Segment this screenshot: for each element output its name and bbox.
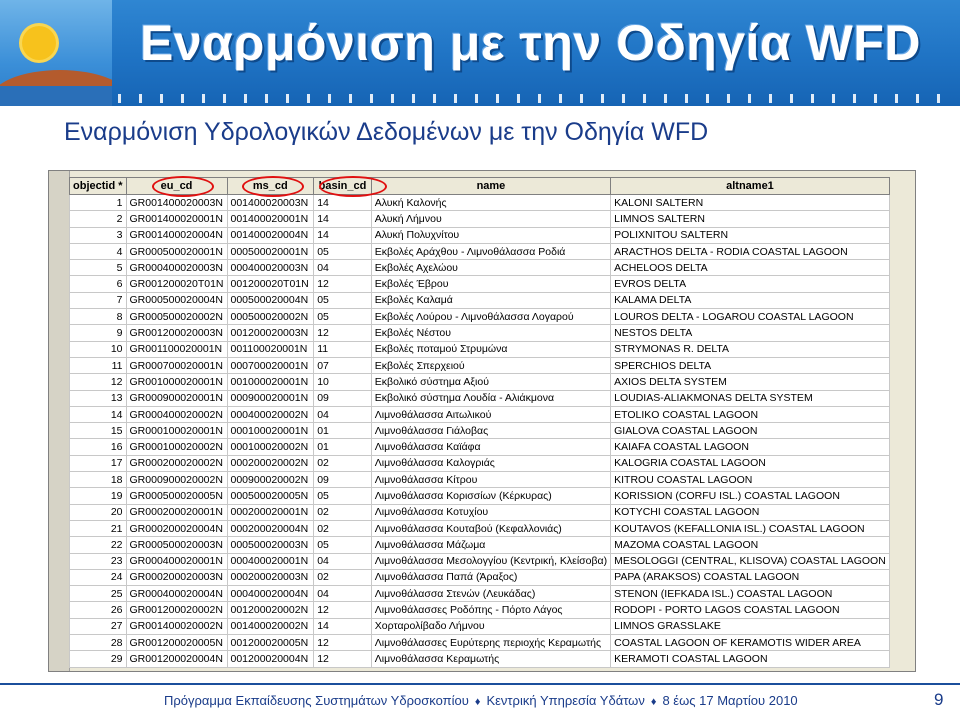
tick-mark (517, 94, 520, 103)
cell-ms-cd[interactable]: 000100020001N (227, 423, 314, 439)
footer-agency: Κεντρική Υπηρεσία Υδάτων (486, 693, 645, 708)
tick-mark (412, 94, 415, 103)
cell-eu-cd[interactable]: GR001400020001N (126, 211, 227, 227)
column-header-name[interactable]: name (371, 178, 610, 195)
cell-altname1[interactable]: KALONI SALTERN (611, 195, 890, 211)
cell-altname1[interactable]: KERAMOTI COASTAL LAGOON (611, 651, 890, 667)
table-row[interactable] (70, 195, 915, 211)
cell-basin-cd[interactable]: 12 (314, 651, 372, 667)
cell-eu-cd[interactable]: GR000200020002N (126, 455, 227, 471)
table-row[interactable] (70, 309, 915, 325)
cell-objectid[interactable]: 2 (70, 211, 127, 227)
cell-name[interactable]: Λιμνοθάλασσα Κίτρου (371, 472, 610, 488)
cell-altname1[interactable]: RODOPI - PORTO LAGOS COASTAL LAGOON (611, 602, 890, 618)
tick-mark (832, 94, 835, 103)
cell-objectid[interactable]: 20 (70, 504, 127, 520)
cell-eu-cd[interactable]: GR001400020003N (126, 195, 227, 211)
table-row[interactable] (70, 586, 915, 602)
cell-objectid[interactable]: 28 (70, 635, 127, 651)
tick-mark (874, 94, 877, 103)
table-row[interactable] (70, 488, 915, 504)
tick-mark (559, 94, 562, 103)
cell-eu-cd[interactable]: GR000500020004N (126, 292, 227, 308)
tick-mark (160, 94, 163, 103)
cell-name[interactable]: Αλυκή Λήμνου (371, 211, 610, 227)
cell-eu-cd[interactable]: GR001100020001N (126, 341, 227, 357)
cell-objectid[interactable]: 27 (70, 618, 127, 634)
cell-ms-cd[interactable]: 000700020001N (227, 357, 314, 373)
cell-eu-cd[interactable]: GR001400020002N (126, 618, 227, 634)
cell-ms-cd[interactable]: 000900020002N (227, 472, 314, 488)
cell-basin-cd[interactable]: 04 (314, 586, 372, 602)
cell-objectid[interactable]: 26 (70, 602, 127, 618)
table-row[interactable] (70, 211, 915, 227)
table-row[interactable] (70, 260, 915, 276)
cell-name[interactable]: Λιμνοθάλασσα Κορισσίων (Κέρκυρας) (371, 488, 610, 504)
cell-basin-cd[interactable]: 11 (314, 341, 372, 357)
cell-basin-cd[interactable]: 04 (314, 553, 372, 569)
tick-mark (769, 94, 772, 103)
diamond-icon: ♦ (474, 696, 481, 708)
cell-altname1[interactable]: SPERCHIOS DELTA (611, 357, 890, 373)
cell-altname1[interactable]: NESTOS DELTA (611, 325, 890, 341)
cell-name[interactable]: Εκβολές Λούρου - Λιμνοθάλασσα Λογαρού (371, 309, 610, 325)
cell-basin-cd[interactable]: 05 (314, 309, 372, 325)
tick-mark (538, 94, 541, 103)
cell-ms-cd[interactable]: 001400020003N (227, 195, 314, 211)
tick-mark (601, 94, 604, 103)
tick-mark (937, 94, 940, 103)
cell-name[interactable]: Εκβολές Σπερχειού (371, 357, 610, 373)
cell-basin-cd[interactable]: 02 (314, 455, 372, 471)
cell-altname1[interactable]: KALAMA DELTA (611, 292, 890, 308)
tick-mark (244, 94, 247, 103)
table-row[interactable] (70, 390, 915, 406)
cell-name[interactable]: Εκβολές ποταμού Στρυμώνα (371, 341, 610, 357)
table-row[interactable] (70, 455, 915, 471)
cell-altname1[interactable]: POLIXNITOU SALTERN (611, 227, 890, 243)
table-row[interactable] (70, 553, 915, 569)
cell-basin-cd[interactable]: 02 (314, 504, 372, 520)
tick-mark (895, 94, 898, 103)
cell-eu-cd[interactable]: GR001200020002N (126, 602, 227, 618)
cell-eu-cd[interactable]: GR001000020001N (126, 374, 227, 390)
cell-altname1[interactable]: ACHELOOS DELTA (611, 260, 890, 276)
tick-mark (475, 94, 478, 103)
cell-eu-cd[interactable]: GR000700020001N (126, 357, 227, 373)
column-header-objectid[interactable]: objectid * (70, 178, 127, 195)
cell-name[interactable]: Λιμνοθάλασσα Καϊάφα (371, 439, 610, 455)
title-banner (0, 0, 960, 106)
tick-mark (307, 94, 310, 103)
cell-objectid[interactable]: 7 (70, 292, 127, 308)
cell-basin-cd[interactable]: 12 (314, 602, 372, 618)
tick-mark (727, 94, 730, 103)
tick-mark (286, 94, 289, 103)
table-row[interactable] (70, 227, 915, 243)
column-header-basin-cd[interactable]: basin_cd (314, 178, 372, 195)
cell-ms-cd[interactable]: 001200020004N (227, 651, 314, 667)
cell-name[interactable]: Εκβολές Έβρου (371, 276, 610, 292)
tick-mark (349, 94, 352, 103)
table-row[interactable] (70, 520, 915, 536)
cell-eu-cd[interactable]: GR000400020002N (126, 406, 227, 422)
tick-mark (685, 94, 688, 103)
tick-mark (622, 94, 625, 103)
decorative-ticks (112, 88, 960, 106)
cell-eu-cd[interactable]: GR000200020001N (126, 504, 227, 520)
table-row[interactable] (70, 537, 915, 553)
cell-basin-cd[interactable]: 14 (314, 211, 372, 227)
cell-altname1[interactable]: KALOGRIA COASTAL LAGOON (611, 455, 890, 471)
cell-objectid[interactable]: 5 (70, 260, 127, 276)
tick-mark (790, 94, 793, 103)
cell-eu-cd[interactable]: GR000500020005N (126, 488, 227, 504)
tick-mark (580, 94, 583, 103)
cell-objectid[interactable]: 11 (70, 357, 127, 373)
cell-ms-cd[interactable]: 000200020004N (227, 520, 314, 536)
cell-eu-cd[interactable]: GR001200020005N (126, 635, 227, 651)
cell-ms-cd[interactable]: 001400020004N (227, 227, 314, 243)
cell-name[interactable]: Αλυκή Πολυχνίτου (371, 227, 610, 243)
highlight-circle-basin-cd (319, 176, 387, 197)
cell-ms-cd[interactable]: 000400020002N (227, 406, 314, 422)
table-row[interactable] (70, 357, 915, 373)
cell-altname1[interactable]: EVROS DELTA (611, 276, 890, 292)
logo-graphic (0, 0, 112, 106)
table-row[interactable] (70, 602, 915, 618)
cell-ms-cd[interactable]: 000200020001N (227, 504, 314, 520)
tick-mark (370, 94, 373, 103)
cell-basin-cd[interactable]: 01 (314, 439, 372, 455)
cell-objectid[interactable]: 16 (70, 439, 127, 455)
cell-altname1[interactable]: ETOLIKO COASTAL LAGOON (611, 406, 890, 422)
footer-dates: 8 έως 17 Μαρτίου 2010 (662, 693, 798, 708)
table-row[interactable] (70, 618, 915, 634)
cell-name[interactable]: Λιμνοθάλασσα Παπά (Άραξος) (371, 569, 610, 585)
table-row[interactable] (70, 325, 915, 341)
cell-objectid[interactable]: 9 (70, 325, 127, 341)
cell-basin-cd[interactable]: 14 (314, 227, 372, 243)
cell-eu-cd[interactable]: GR000400020003N (126, 260, 227, 276)
tick-mark (748, 94, 751, 103)
table-row[interactable] (70, 651, 915, 667)
table-row[interactable] (70, 472, 915, 488)
tick-mark (223, 94, 226, 103)
cell-eu-cd[interactable]: GR000400020001N (126, 553, 227, 569)
cell-altname1[interactable]: KORISSION (CORFU ISL.) COASTAL LAGOON (611, 488, 890, 504)
cell-name[interactable]: Λιμνοθάλασσα Στενών (Λευκάδας) (371, 586, 610, 602)
cell-ms-cd[interactable]: 000500020001N (227, 243, 314, 259)
table-row[interactable] (70, 439, 915, 455)
cell-name[interactable]: Λιμνοθάλασσα Καλογριάς (371, 455, 610, 471)
cell-ms-cd[interactable]: 001400020001N (227, 211, 314, 227)
table-row[interactable] (70, 341, 915, 357)
cell-name[interactable]: Εκβολές Αχελώου (371, 260, 610, 276)
cell-objectid[interactable]: 4 (70, 243, 127, 259)
cell-objectid[interactable]: 13 (70, 390, 127, 406)
tick-mark (391, 94, 394, 103)
cell-name[interactable]: Λιμνοθάλασσες Ευρύτερης περιοχής Κεραμωτής (371, 635, 610, 651)
cell-altname1[interactable]: KAIAFA COASTAL LAGOON (611, 439, 890, 455)
cell-name[interactable]: Εκβολικό σύστημα Λουδία - Αλιάκμονα (371, 390, 610, 406)
cell-ms-cd[interactable]: 000200020002N (227, 455, 314, 471)
cell-name[interactable]: Εκβολές Καλαμά (371, 292, 610, 308)
cell-objectid[interactable]: 15 (70, 423, 127, 439)
cell-altname1[interactable]: LOUDIAS-ALIAKMONAS DELTA SYSTEM (611, 390, 890, 406)
cell-ms-cd[interactable]: 001200020002N (227, 602, 314, 618)
cell-ms-cd[interactable]: 000400020003N (227, 260, 314, 276)
cell-ms-cd[interactable]: 001000020001N (227, 374, 314, 390)
footer-text (164, 693, 798, 708)
table-row[interactable] (70, 423, 915, 439)
cell-ms-cd[interactable]: 000500020004N (227, 292, 314, 308)
cell-basin-cd[interactable]: 02 (314, 520, 372, 536)
cell-altname1[interactable]: STRYMONAS R. DELTA (611, 341, 890, 357)
tick-mark (496, 94, 499, 103)
cell-eu-cd[interactable]: GR001400020004N (126, 227, 227, 243)
cell-altname1[interactable]: COASTAL LAGOON OF KERAMOTIS WIDER AREA (611, 635, 890, 651)
cell-eu-cd[interactable]: GR000500020003N (126, 537, 227, 553)
cell-eu-cd[interactable]: GR001200020T01N (126, 276, 227, 292)
cell-altname1[interactable]: KITROU COASTAL LAGOON (611, 472, 890, 488)
tick-mark (181, 94, 184, 103)
cell-basin-cd[interactable]: 09 (314, 472, 372, 488)
cell-objectid[interactable]: 1 (70, 195, 127, 211)
cell-altname1[interactable]: MESOLOGGI (CENTRAL, KLISOVA) COASTAL LAGOON (611, 553, 890, 569)
cell-ms-cd[interactable]: 000500020003N (227, 537, 314, 553)
cell-ms-cd[interactable]: 001200020T01N (227, 276, 314, 292)
cell-objectid[interactable]: 12 (70, 374, 127, 390)
cell-objectid[interactable]: 21 (70, 520, 127, 536)
cell-eu-cd[interactable]: GR000500020001N (126, 243, 227, 259)
cell-altname1[interactable]: LIMNOS SALTERN (611, 211, 890, 227)
cell-ms-cd[interactable]: 000500020005N (227, 488, 314, 504)
cell-altname1[interactable]: STENON (IEFKADA ISL.) COASTAL LAGOON (611, 586, 890, 602)
table-row[interactable] (70, 276, 915, 292)
cell-name[interactable]: Αλυκή Καλονής (371, 195, 610, 211)
cell-altname1[interactable]: MAZOMA COASTAL LAGOON (611, 537, 890, 553)
cell-altname1[interactable]: ARACTHOS DELTA - RODIA COASTAL LAGOON (611, 243, 890, 259)
cell-objectid[interactable]: 18 (70, 472, 127, 488)
cell-objectid[interactable]: 23 (70, 553, 127, 569)
cell-altname1[interactable]: GIALOVA COASTAL LAGOON (611, 423, 890, 439)
cell-name[interactable]: Λιμνοθάλασσα Μάζωμα (371, 537, 610, 553)
cell-basin-cd[interactable]: 01 (314, 423, 372, 439)
cell-basin-cd[interactable]: 05 (314, 488, 372, 504)
cell-ms-cd[interactable]: 001100020001N (227, 341, 314, 357)
tick-mark (454, 94, 457, 103)
table-row[interactable] (70, 635, 915, 651)
cell-basin-cd[interactable]: 04 (314, 260, 372, 276)
cell-name[interactable]: Λιμνοθάλασσες Ροδόπης - Πόρτο Λάγος (371, 602, 610, 618)
tick-mark (202, 94, 205, 103)
tick-mark (916, 94, 919, 103)
tick-mark (706, 94, 709, 103)
table-row[interactable] (70, 292, 915, 308)
cell-name[interactable]: Λιμνοθάλασσα Κεραμωτής (371, 651, 610, 667)
cell-eu-cd[interactable]: GR001200020003N (126, 325, 227, 341)
slide-title: Εναρμόνιση με την Οδηγία WFD (140, 15, 921, 71)
cell-objectid[interactable]: 10 (70, 341, 127, 357)
cell-name[interactable]: Λιμνοθάλασσα Γιάλοβας (371, 423, 610, 439)
cell-basin-cd[interactable]: 02 (314, 569, 372, 585)
cell-eu-cd[interactable]: GR000200020004N (126, 520, 227, 536)
cell-ms-cd[interactable]: 000500020002N (227, 309, 314, 325)
tick-mark (811, 94, 814, 103)
cell-objectid[interactable]: 8 (70, 309, 127, 325)
table-row[interactable] (70, 569, 915, 585)
cell-objectid[interactable]: 17 (70, 455, 127, 471)
column-header-altname1[interactable]: altname1 (611, 178, 890, 195)
footer-divider (0, 683, 960, 685)
cell-basin-cd[interactable]: 14 (314, 618, 372, 634)
cell-name[interactable]: Λιμνοθάλασσα Κοτυχίου (371, 504, 610, 520)
tick-mark (328, 94, 331, 103)
cell-ms-cd[interactable]: 000100020002N (227, 439, 314, 455)
tick-mark (664, 94, 667, 103)
cell-altname1[interactable]: PAPA (ARAKSOS) COASTAL LAGOON (611, 569, 890, 585)
column-header-ms-cd[interactable]: ms_cd (227, 178, 314, 195)
table-row[interactable] (70, 504, 915, 520)
tick-mark (139, 94, 142, 103)
sea-graphic (0, 86, 112, 106)
cell-ms-cd[interactable]: 000900020001N (227, 390, 314, 406)
cell-objectid[interactable]: 22 (70, 537, 127, 553)
highlight-circle-ms-cd (242, 176, 304, 197)
cell-eu-cd[interactable]: GR000200020003N (126, 569, 227, 585)
page-number: 9 (934, 690, 944, 709)
cell-ms-cd[interactable]: 001200020005N (227, 635, 314, 651)
cell-basin-cd[interactable]: 12 (314, 325, 372, 341)
cell-basin-cd[interactable]: 12 (314, 276, 372, 292)
table-row[interactable] (70, 243, 915, 259)
table-row[interactable] (70, 406, 915, 422)
cell-objectid[interactable]: 14 (70, 406, 127, 422)
cell-ms-cd[interactable]: 001400020002N (227, 618, 314, 634)
cell-basin-cd[interactable]: 04 (314, 406, 372, 422)
cell-altname1[interactable]: KOUTAVOS (KEFALLONIA ISL.) COASTAL LAGOON (611, 520, 890, 536)
cell-eu-cd[interactable]: GR000100020001N (126, 423, 227, 439)
sun-icon (22, 26, 56, 60)
row-selector-column (49, 171, 70, 671)
cell-objectid[interactable]: 24 (70, 569, 127, 585)
attribute-table (69, 177, 915, 668)
tick-mark (643, 94, 646, 103)
cell-basin-cd[interactable]: 05 (314, 243, 372, 259)
cell-ms-cd[interactable]: 000400020004N (227, 586, 314, 602)
cell-altname1[interactable]: LOUROS DELTA - LOGAROU COASTAL LAGOON (611, 309, 890, 325)
cell-objectid[interactable]: 3 (70, 227, 127, 243)
tick-mark (118, 94, 121, 103)
table-row[interactable] (70, 374, 915, 390)
cell-objectid[interactable]: 25 (70, 586, 127, 602)
tick-mark (433, 94, 436, 103)
cell-ms-cd[interactable]: 000200020003N (227, 569, 314, 585)
column-header-eu-cd[interactable]: eu_cd (126, 178, 227, 195)
cell-objectid[interactable]: 19 (70, 488, 127, 504)
highlight-circle-eu-cd (152, 176, 214, 197)
cell-basin-cd[interactable]: 09 (314, 390, 372, 406)
cell-name[interactable]: Λιμνοθάλασσα Μεσολογγίου (Κεντρική, Κλείσοβα) (371, 553, 610, 569)
cell-altname1[interactable]: KOTYCHI COASTAL LAGOON (611, 504, 890, 520)
cell-eu-cd[interactable]: GR000900020002N (126, 472, 227, 488)
diamond-icon: ♦ (650, 696, 657, 708)
cell-basin-cd[interactable]: 05 (314, 292, 372, 308)
tick-mark (853, 94, 856, 103)
cell-basin-cd[interactable]: 10 (314, 374, 372, 390)
cell-ms-cd[interactable]: 000400020001N (227, 553, 314, 569)
footer-program: Πρόγραμμα Εκπαίδευσης Συστημάτων Υδροσκοπίου (164, 693, 469, 708)
cell-basin-cd[interactable]: 07 (314, 357, 372, 373)
cell-name[interactable]: Λιμνοθάλασσα Κουταβού (Κεφαλλονιάς) (371, 520, 610, 536)
cell-name[interactable]: Εκβολικό σύστημα Αξιού (371, 374, 610, 390)
attribute-table-window (48, 170, 916, 672)
slide-subtitle: Εναρμόνιση Υδρολογικών Δεδομένων με την Οδηγία WFD (64, 118, 709, 146)
cell-eu-cd[interactable]: GR001200020004N (126, 651, 227, 667)
cell-name[interactable]: Χορταρολίβαδο Λήμνου (371, 618, 610, 634)
cell-objectid[interactable]: 6 (70, 276, 127, 292)
cell-basin-cd[interactable]: 12 (314, 635, 372, 651)
cell-altname1[interactable]: LIMNOS GRASSLAKE (611, 618, 890, 634)
cell-name[interactable]: Εκβολές Αράχθου - Λιμνοθάλασσα Ροδιά (371, 243, 610, 259)
cell-eu-cd[interactable]: GR000400020004N (126, 586, 227, 602)
cell-basin-cd[interactable]: 14 (314, 195, 372, 211)
cell-eu-cd[interactable]: GR000900020001N (126, 390, 227, 406)
cell-altname1[interactable]: AXIOS DELTA SYSTEM (611, 374, 890, 390)
cell-ms-cd[interactable]: 001200020003N (227, 325, 314, 341)
cell-name[interactable]: Εκβολές Νέστου (371, 325, 610, 341)
cell-basin-cd[interactable]: 05 (314, 537, 372, 553)
cell-eu-cd[interactable]: GR000500020002N (126, 309, 227, 325)
cell-objectid[interactable]: 29 (70, 651, 127, 667)
tick-mark (265, 94, 268, 103)
cell-eu-cd[interactable]: GR000100020002N (126, 439, 227, 455)
cell-name[interactable]: Λιμνοθάλασσα Αιτωλικού (371, 406, 610, 422)
